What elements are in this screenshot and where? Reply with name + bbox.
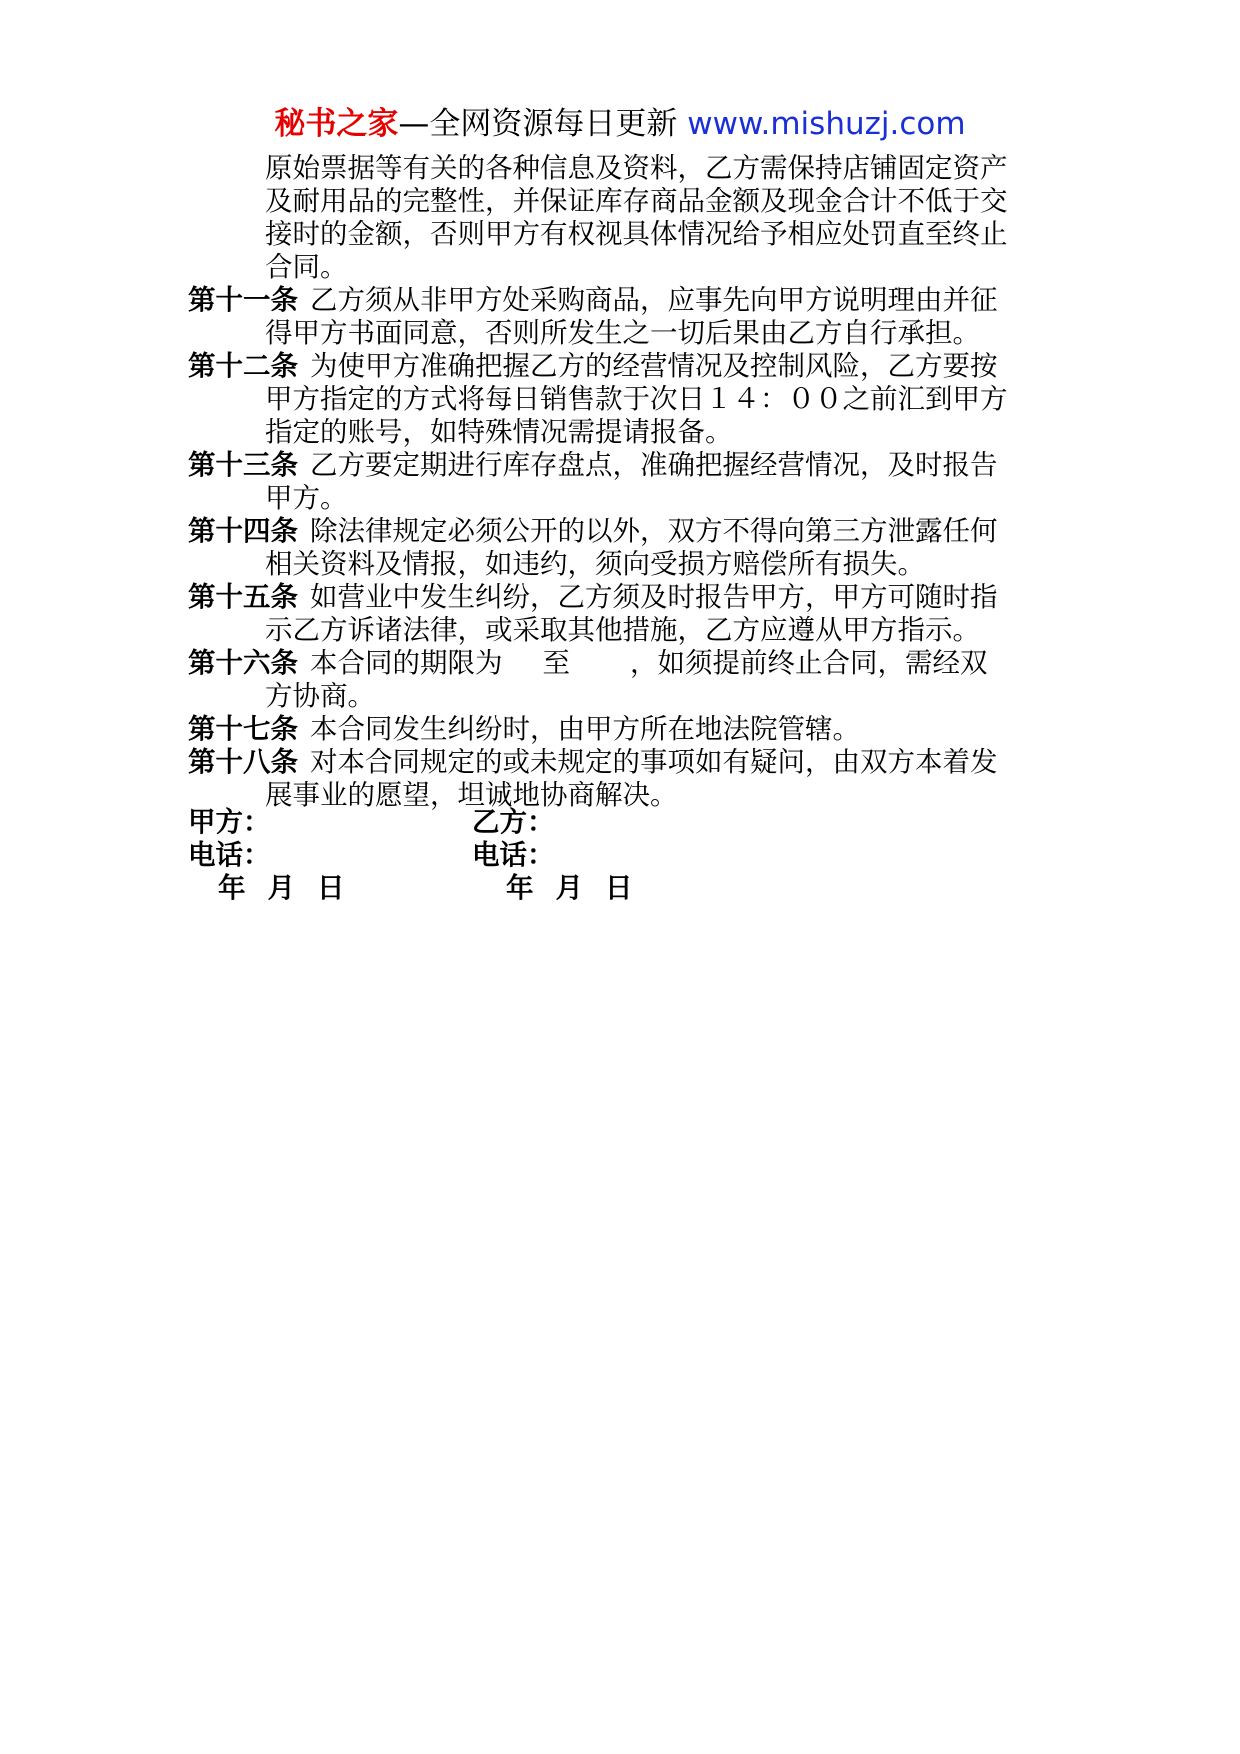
article-11-first-line xyxy=(188,284,1058,317)
phone-b-label: 电话： xyxy=(472,839,555,871)
article-17-title: 第十七条 xyxy=(188,713,298,745)
month-label: 月 xyxy=(267,872,295,904)
article-16-text-b: 至 xyxy=(542,647,570,679)
article-11-title: 第十一条 xyxy=(188,284,298,316)
brand-name: 秘书之家 xyxy=(274,106,399,142)
party-b-label: 乙方： xyxy=(472,806,555,838)
article-16-text-a: 本合同的期限为 xyxy=(310,647,503,679)
article-12-line: 甲方指定的方式将每日销售款于次日１４：００之前汇到甲方 xyxy=(265,383,1008,415)
article-14-text: 除法律规定必须公开的以外，双方不得向第三方泄露任何 xyxy=(310,515,998,547)
article-18-line: 展事业的愿望，坦诚地协商解决。 xyxy=(265,779,678,811)
article-11-text: 乙方须从非甲方处采购商品，应事先向甲方说明理由并征 xyxy=(310,284,998,316)
continuation-line: 原始票据等有关的各种信息及资料，乙方需保持店铺固定资产 xyxy=(265,152,1008,184)
date-row xyxy=(188,872,888,905)
article-13-text: 乙方要定期进行库存盘点，准确把握经营情况，及时报告 xyxy=(310,449,998,481)
article-15-line: 示乙方诉诸法律，或采取其他措施，乙方应遵从甲方指示。 xyxy=(265,614,980,646)
article-17-first-line xyxy=(188,713,1058,746)
article-15-title: 第十五条 xyxy=(188,581,298,613)
article-12-text: 为使甲方准确把握乙方的经营情况及控制风险，乙方要按 xyxy=(310,350,998,382)
year-label: 年 xyxy=(506,872,534,904)
contract-body xyxy=(188,152,1058,812)
day-label: 日 xyxy=(317,872,345,904)
year-label: 年 xyxy=(218,872,246,904)
article-16-first-line xyxy=(188,647,1058,680)
month-label: 月 xyxy=(555,872,583,904)
continuation-line: 接时的金额，否则甲方有权视具体情况给予相应处罚直至终止 xyxy=(265,218,1008,250)
header-slogan: —全网资源每日更新 xyxy=(398,106,678,142)
article-11-line: 得甲方书面同意，否则所发生之一切后果由乙方自行承担。 xyxy=(265,317,980,349)
phone-row xyxy=(188,839,888,872)
article-13-title: 第十三条 xyxy=(188,449,298,481)
article-16-line: 方协商。 xyxy=(265,680,375,712)
article-18-title: 第十八条 xyxy=(188,746,298,778)
article-12-first-line xyxy=(188,350,1058,383)
signature-block xyxy=(188,806,888,905)
phone-a-label: 电话： xyxy=(188,839,271,871)
article-13-line: 甲方。 xyxy=(265,482,348,514)
day-label: 日 xyxy=(605,872,633,904)
article-14-title: 第十四条 xyxy=(188,515,298,547)
article-18-first-line xyxy=(188,746,1058,779)
article-14-line: 相关资料及情报，如违约，须向受损方赔偿所有损失。 xyxy=(265,548,925,580)
article-16-title: 第十六条 xyxy=(188,647,298,679)
party-a-label: 甲方： xyxy=(188,806,271,838)
party-a-date xyxy=(218,872,345,905)
page-header xyxy=(0,104,1240,144)
article-16-text-c: ，如须提前终止合同，需经双 xyxy=(630,647,988,679)
article-17-text: 本合同发生纠纷时，由甲方所在地法院管辖。 xyxy=(310,713,860,745)
article-12-line: 指定的账号，如特殊情况需提请报备。 xyxy=(265,416,733,448)
article-14-first-line xyxy=(188,515,1058,548)
continuation-line: 及耐用品的完整性，并保证库存商品金额及现金合计不低于交 xyxy=(265,185,1008,217)
article-12-title: 第十二条 xyxy=(188,350,298,382)
article-15-first-line xyxy=(188,581,1058,614)
party-row xyxy=(188,806,888,839)
party-b-date xyxy=(506,872,633,905)
header-url-link[interactable]: www.mishuzj.com xyxy=(687,106,966,142)
article-15-text: 如营业中发生纠纷，乙方须及时报告甲方，甲方可随时指 xyxy=(310,581,998,613)
article-13-first-line xyxy=(188,449,1058,482)
article-18-text: 对本合同规定的或未规定的事项如有疑问，由双方本着发 xyxy=(310,746,998,778)
continuation-line: 合同。 xyxy=(265,251,348,283)
